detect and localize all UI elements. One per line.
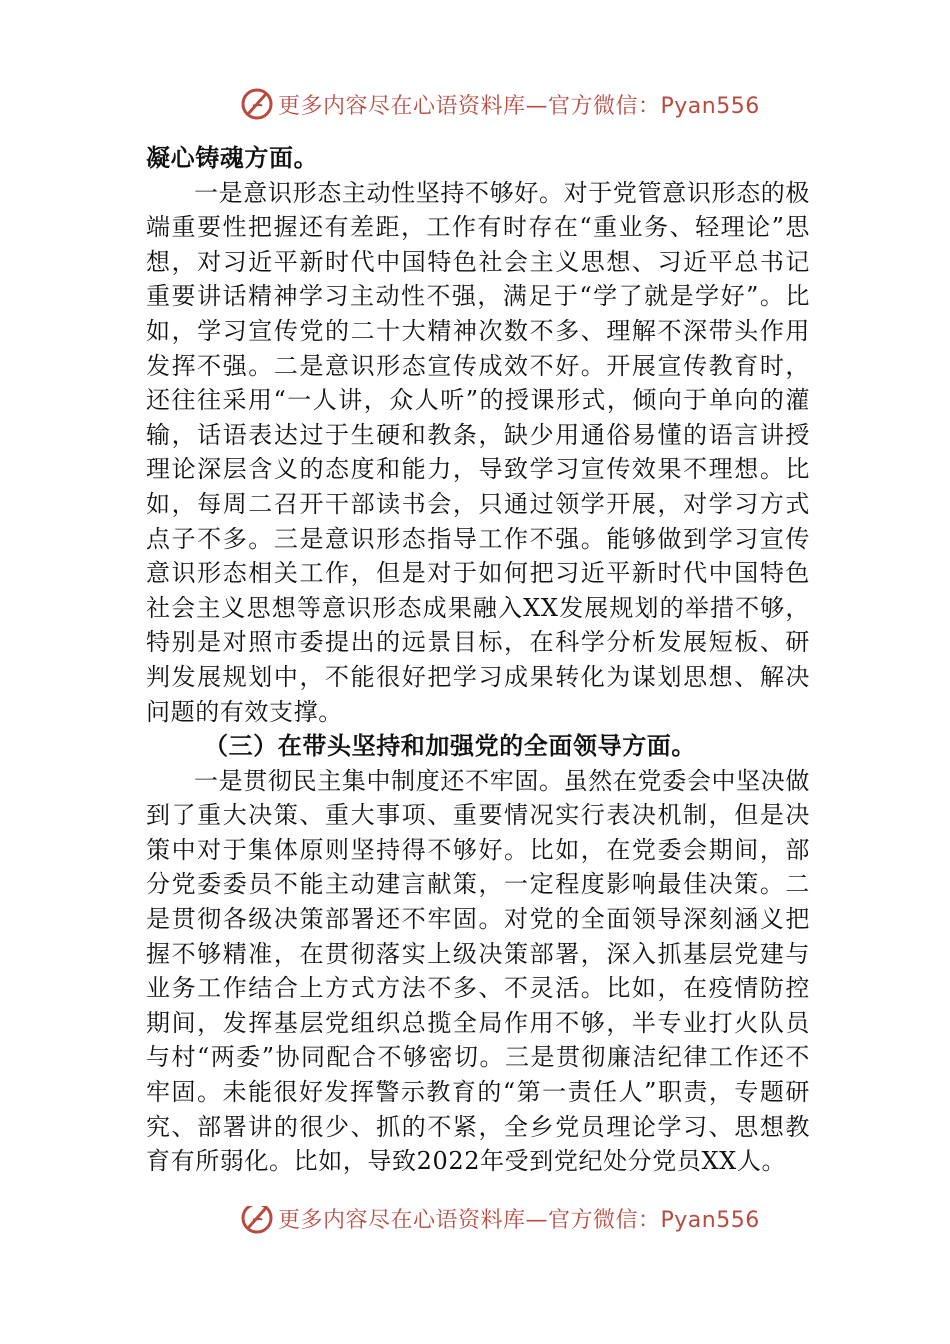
body-paragraph-leadership: 一是贯彻民主集中制度还不牢固。虽然在党委会中坚决做到了重大决策、重大事项、重要情况实行表决机制，但是决策中对于集体原则坚持得不够好。比如，在党委会期间，部分党委委员不能主动建言献策，一定程度影响最佳决策。二是贯彻各级决策部署还不牢固。对党的全面领导深刻涵义把握不够精准，在贯彻落实上级决策部署，深入抓基层党建与业务工作结合上方式方法不多、不灵活。比如，在疫情防控期间，发挥基层党组织总揽全局作用不够，半专业打火队员与村“两委”协同配合不够密切。三是贯彻廉洁纪律工作还不牢固。未能很好发挥警示教育的“第一责任人”职责，专题研究、部署讲的很少、抓的不紧，全乡党员理论学习、思想教育有所弱化。比如，导致2022年受到党纪处分党员XX人。 <box>146 766 810 1176</box>
footer-watermark <box>240 1206 760 1242</box>
section-3-heading: （三）在带头坚持和加强党的全面领导方面。 <box>204 731 696 761</box>
document-body <box>146 141 810 1179</box>
pen-logo-icon <box>240 1206 274 1235</box>
header-banner-text: 更多内容尽在心语资料库—官方微信：Pyan556 <box>278 93 760 119</box>
pen-logo-icon <box>240 87 274 121</box>
footer-banner-text: 更多内容尽在心语资料库—官方微信：Pyan556 <box>278 1207 760 1233</box>
body-paragraph-ideology: 一是意识形态主动性坚持不够好。对于党管意识形态的极端重要性把握还有差距，工作有时存在“重业务、轻理论”思想，对习近平新时代中国特色社会主义思想、习近平总书记重要讲话精神学习主动性不强，满足于“学了就是学好”。比如，学习宣传党的二十大精神次数不多、理解不深带头作用发挥不强。二是意识形态宣传成效不好。开展宣传教育时，还往往采用“一人讲，众人听”的授课形式，倾向于单向的灌输，话语表达过于生硬和教条，缺少用通俗易懂的语言讲授理论深层含义的态度和能力，导致学习宣传效果不理想。比如，每周二召开干部读书会，只通过领学开展，对学习方式点子不多。三是意识形态指导工作不强。能够做到学习宣传意识形态相关工作，但是对于如何把习近平新时代中国特色社会主义思想等意识形态成果融入XX发展规划的举措不够，特别是对照市委提出的远景目标，在科学分析发展短板、研判发展规划中，不能很好把学习成果转化为谋划思想、解决问题的有效支撑。 <box>146 178 810 726</box>
section-heading-continuation: 凝心铸魂方面。 <box>146 143 319 172</box>
header-watermark <box>240 86 760 122</box>
